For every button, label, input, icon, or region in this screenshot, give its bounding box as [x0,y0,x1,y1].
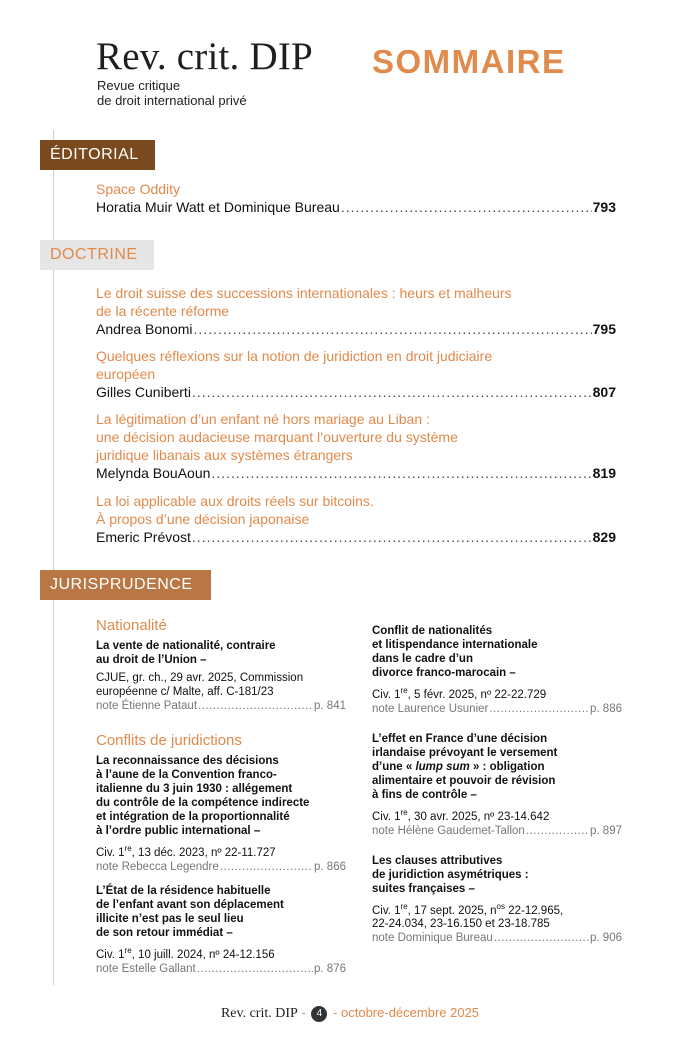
leader-dots [211,464,591,482]
case-entry[interactable] [96,639,346,713]
case-title-line: Les clauses attributives [372,854,503,867]
plural-suffix: os [496,901,505,911]
leader-dots [192,383,592,401]
case-note: note Rebecca Legendre [96,860,219,873]
case-page: p. 866 [314,860,346,873]
entry-author-line [96,528,616,546]
case-title-line: de juridiction asymétriques : [372,868,529,881]
court-name: Civ. 1 [96,846,125,859]
entry-title: La loi applicable aux droits réels sur bitcoins. [96,493,374,509]
court-name: Civ. 1 [96,948,125,961]
case-title-line: à fins de contrôle – [372,788,477,801]
case-reference [96,842,346,860]
leader-dots [526,824,589,838]
leader-dots [494,931,589,945]
entry-author-line [96,320,616,338]
footer-period: octobre-décembre 2025 [341,1005,480,1020]
entry-author: Emeric Prévost [96,529,191,545]
case-entry[interactable] [372,624,622,716]
entry-page: 793 [592,199,616,215]
case-ref-line: européenne c/ Malte, aff. C-181/23 [96,686,274,698]
footer-separator: - [301,1005,306,1020]
footer-journal: Rev. crit. DIP [220,1006,298,1021]
case-note: note Dominique Bureau [372,932,493,945]
case-note-line [96,860,346,874]
page-number-badge: 4 [311,1006,327,1022]
ordinal-suffix: re [124,945,132,955]
case-title-line: alimentaire et pouvoir de révision [372,774,556,787]
case-note-line [372,702,622,716]
entry-page: 819 [592,465,616,481]
case-title-line: L’effet en France d’une décision [372,732,548,745]
entry-author: Melynda BouAoun [96,465,211,481]
section-tag-editorial: ÉDITORIAL [40,140,155,170]
entry-page: 807 [592,384,616,400]
leader-dots [341,198,592,216]
case-note: note Laurence Usunier [372,702,489,715]
jurisprudence-right-column [372,624,622,955]
case-entry[interactable] [372,732,622,838]
case-title [372,624,622,680]
case-title-line: La reconnaissance des décisions [96,755,279,767]
entry-author-line [96,198,616,216]
case-page: p. 876 [314,962,346,975]
ordinal-suffix: re [400,686,408,695]
case-title [372,732,622,802]
case-title [372,854,622,896]
entry-title: une décision audacieuse marquant l’ouverture du système [96,429,458,445]
subheading-conflits: Conflits de juridictions [96,732,242,749]
case-title-line: à l’ordre public international – [96,825,261,837]
entry-author-line [96,383,616,401]
entry-title: La légitimation d’un enfant né hors mariage au Liban : [96,411,430,427]
case-page: p. 897 [590,824,622,837]
case-reference [96,671,346,699]
section-tag-doctrine: DOCTRINE [40,240,154,270]
case-note: note Étienne Pataut [96,700,198,712]
case-ref-line [372,900,622,918]
sommaire-heading: SOMMAIRE [372,43,566,80]
case-note-line [96,699,346,713]
court-name: Civ. 1 [372,688,401,701]
toc-entry-doctrine[interactable] [96,284,616,338]
case-title-line: de son retour immédiat – [96,926,233,939]
decision-ref: , 30 avr. 2025, nº 23-14.642 [407,810,550,823]
section-tag-jurisprudence: JURISPRUDENCE [40,570,211,600]
case-title [96,639,346,667]
case-page: p. 886 [590,702,622,715]
journal-title: Rev. crit. DIP [96,35,313,78]
case-title-line: divorce franco-marocain – [372,667,516,679]
case-title-line: du contrôle de la compétence indirecte [96,797,310,809]
case-note-line [372,824,622,838]
entry-page: 829 [592,529,616,545]
case-title-line: irlandaise prévoyant le versement [372,746,558,759]
ordinal-suffix: re [400,807,408,817]
entry-title: Quelques réflexions sur la notion de juridiction en droit judiciaire [96,348,493,364]
entry-author: Horatia Muir Watt et Dominique Bureau [96,199,340,215]
case-title-line: de l’enfant avant son déplacement [96,898,284,911]
entry-title: juridique libanais aux systèmes étrangers [96,447,353,463]
case-title-line: et litispendance internationale [372,639,538,651]
case-title [96,754,346,838]
decision-ref: 22-12.965, [505,904,564,917]
case-title-line [372,760,622,774]
title-fragment: » : obligation [469,760,545,773]
case-title-line: à l’aune de la Convention franco- [96,769,277,781]
court-name: Civ. 1 [372,810,401,823]
toc-entry-editorial[interactable] [96,180,616,216]
entry-title: À propos d’une décision japonaise [96,511,310,527]
entry-title: de la récente réforme [96,303,230,319]
case-note: note Hélène Gaudemet-Tallon [372,824,525,837]
leader-dots [198,699,313,713]
case-title-line: au droit de l’Union – [96,654,207,666]
case-note: note Estelle Gallant [96,962,196,975]
case-note-line [372,931,622,945]
decision-ref: , 13 déc. 2023, nº 22-11.727 [131,846,276,859]
leader-dots [197,962,313,976]
case-ref-line: 22-24.034, 23-16.150 et 23-18.785 [372,918,550,931]
journal-subtitle-line: de droit international privé [97,93,247,108]
case-title-line: et intégration de la proportionnalité [96,811,290,823]
journal-subtitle [97,78,247,108]
case-entry[interactable] [96,754,346,874]
case-reference [96,944,346,962]
page-footer [0,1005,700,1022]
subheading-nationalite: Nationalité [96,617,167,634]
leader-dots [194,320,592,338]
case-title-line: dans le cadre d’un [372,653,473,665]
ordinal-suffix: re [400,901,408,911]
case-title [96,884,346,940]
court-name: Civ. 1 [372,904,401,917]
jurisprudence-left-column [96,616,346,986]
case-title-line: illicite n’est pas le seul lieu [96,912,244,925]
entry-author: Gilles Cuniberti [96,384,191,400]
entry-title: européen [96,366,156,382]
case-title-line: Conflit de nationalités [372,625,493,637]
entry-title: Le droit suisse des successions internationales : heurs et malheurs [96,285,512,301]
leader-dots [220,860,313,874]
decision-ref: , 5 févr. 2025, nº 22-22.729 [407,688,547,701]
case-title-line: L’État de la résidence habituelle [96,884,271,897]
case-title-line: suites françaises – [372,882,475,895]
case-page: p. 841 [314,700,346,712]
case-reference [372,684,622,702]
case-page: p. 906 [590,932,622,945]
entry-author-line [96,464,616,482]
entry-title: Space Oddity [96,181,181,197]
title-fragment: d’une « [372,760,416,773]
footer-separator: - [333,1005,338,1020]
decision-ref: , 10 juill. 2024, nº 24-12.156 [131,948,275,961]
toc-entry-doctrine[interactable] [96,492,616,546]
toc-entry-doctrine[interactable] [96,410,616,482]
case-entry[interactable] [96,884,346,976]
ordinal-suffix: re [124,844,132,853]
entry-author: Andrea Bonomi [96,321,193,337]
case-ref-line: CJUE, gr. ch., 29 avr. 2025, Commission [96,672,304,684]
journal-subtitle-line: Revue critique [97,78,181,93]
case-note-line [96,962,346,976]
case-title-line: italienne du 3 juin 1930 : allégement [96,783,293,795]
case-entry[interactable] [372,854,622,946]
decision-ref: , 17 sept. 2025, n [407,904,497,917]
leader-dots [192,528,592,546]
case-reference [372,900,622,932]
case-reference [372,806,622,824]
title-emphasis: lump sum [415,760,470,773]
entry-page: 795 [592,321,616,337]
leader-dots [489,702,589,716]
case-title-line: La vente de nationalité, contraire [96,640,276,652]
toc-entry-doctrine[interactable] [96,347,616,401]
